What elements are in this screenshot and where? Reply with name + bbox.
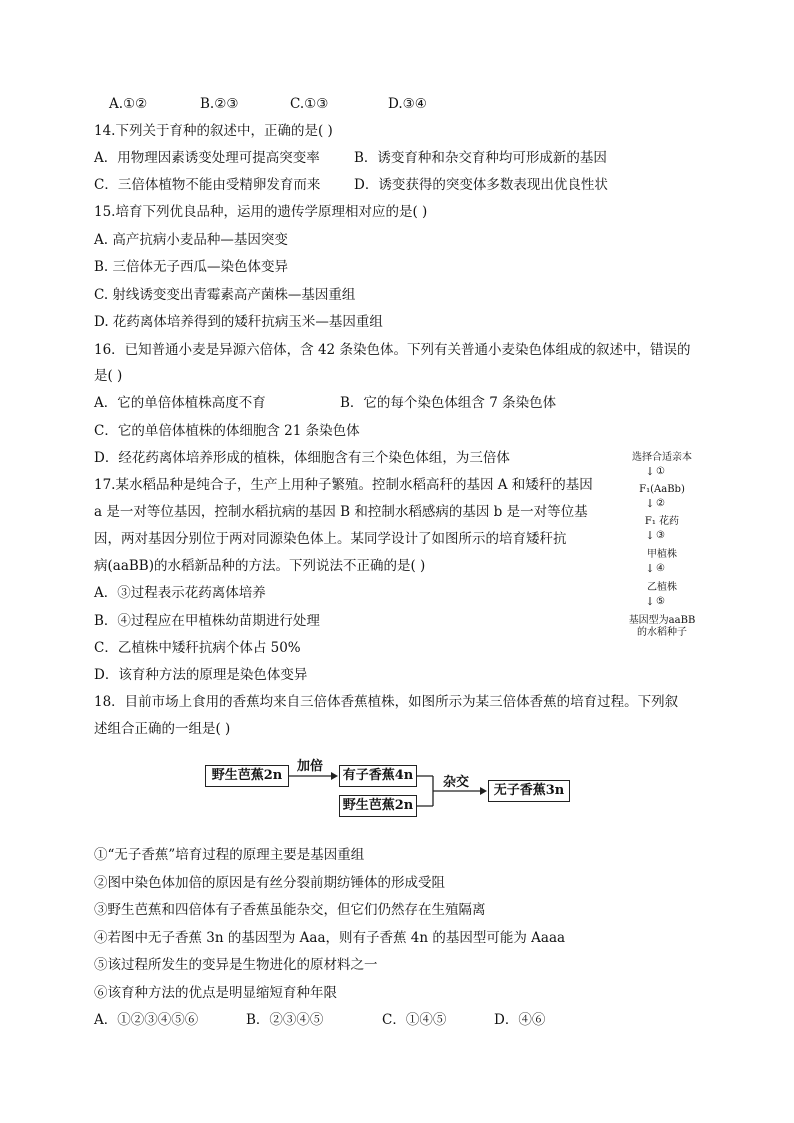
q18-option-d: D．④⑥ bbox=[494, 1012, 546, 1028]
q14-option-b: B．诱变育种和杂交育种均可形成新的基因 bbox=[354, 150, 607, 166]
q14-stem: 14.下列关于育种的叙述中，正确的是( ) bbox=[94, 123, 333, 139]
wild-banana-2n-box: 野生芭蕉2n bbox=[205, 765, 289, 787]
q17-stem-line1: 17.某水稻品种是纯合子，生产上用种子繁殖。控制水稻高秆的基因 A 和矮秆的基因 bbox=[94, 477, 593, 493]
q18-option-b: B．②③④⑤ bbox=[246, 1012, 324, 1028]
q16-option-a: A．它的单倍体植株高度不育 bbox=[94, 395, 266, 411]
flow-step-5: ⑤ bbox=[656, 596, 665, 607]
breeding-flowchart bbox=[612, 450, 712, 650]
q16-stem-line2: 是( ) bbox=[94, 368, 123, 384]
q14-option-a: A．用物理因素诱变处理可提高突变率 bbox=[94, 150, 320, 166]
flow-step-3: ③ bbox=[656, 530, 665, 541]
q13-options bbox=[0, 94, 794, 114]
q17-stem-line3: 因，两对基因分别位于两对同源染色体上。某同学设计了如图所示的培育矮秆抗 bbox=[94, 531, 567, 547]
q18-statement-6: ⑥该育种方法的优点是明显缩短育种年限 bbox=[94, 985, 337, 1001]
q17-stem-line2: a 是一对等位基因，控制水稻抗病的基因 B 和控制水稻感病的基因 b 是一对等位基 bbox=[94, 504, 588, 520]
q16-stem-line1: 16．已知普通小麦是异源六倍体，含 42 条染色体。下列有关普通小麦染色体组成的叙述中，错误的 bbox=[94, 342, 691, 358]
flow-plant-b: 乙植株 bbox=[647, 582, 677, 593]
q15-option-a: A. 高产抗病小麦品种—基因突变 bbox=[94, 232, 288, 248]
q13-option-c: C.①③ bbox=[290, 96, 329, 112]
q18-statement-4: ④若图中无子香蕉 3n 的基因型为 Aaa，则有子香蕉 4n 的基因型可能为 Aaaa bbox=[94, 930, 566, 946]
seeded-banana-4n-box: 有子香蕉4n bbox=[339, 765, 417, 787]
q16-option-d: D．经花药离体培养形成的植株，体细胞含有三个染色体组，为三倍体 bbox=[94, 450, 510, 466]
q18-stem-line2: 述组合正确的一组是( ) bbox=[94, 721, 231, 737]
q18-stem-line1: 18．目前市场上食用的香蕉均来自三倍体香蕉植株，如图所示为某三倍体香蕉的培育过程。下列叙 bbox=[94, 694, 679, 710]
q18-options bbox=[0, 1010, 794, 1030]
q15-option-b: B. 三倍体无子西瓜—染色体变异 bbox=[94, 259, 289, 275]
q16-option-b: B．它的每个染色体组含 7 条染色体 bbox=[340, 395, 557, 411]
q15-option-d: D. 花药离体培养得到的矮秆抗病玉米—基因重组 bbox=[94, 314, 383, 330]
q17-stem-line4: 病(aaBB)的水稻新品种的方法。下列说法不正确的是( ) bbox=[94, 558, 426, 574]
flow-step-4: ④ bbox=[656, 563, 665, 574]
q13-option-d: D.③④ bbox=[388, 96, 427, 112]
doubling-label: 加倍 bbox=[297, 759, 324, 774]
q17-option-a: A．③过程表示花药离体培养 bbox=[94, 585, 266, 601]
q16-option-c: C．它的单倍体植株的体细胞含 21 条染色体 bbox=[94, 423, 360, 439]
q14-option-c: C．三倍体植物不能由受精卵发育而来 bbox=[94, 177, 321, 193]
wild-banana-2n-box-bottom: 野生芭蕉2n bbox=[339, 795, 417, 817]
flow-result-line1: 基因型为aaBB bbox=[628, 615, 696, 626]
flow-plant-a: 甲植株 bbox=[647, 549, 677, 560]
flow-step-2: ② bbox=[656, 498, 665, 509]
flow-arrow-4: ↓ bbox=[645, 562, 655, 575]
cross-label: 杂交 bbox=[443, 775, 470, 790]
flow-f1: F₁(AaBb) bbox=[639, 484, 685, 495]
q13-option-b: B.②③ bbox=[200, 96, 239, 112]
q15-option-c: C. 射线诱变变出青霉素高产菌株—基因重组 bbox=[94, 287, 356, 303]
q18-option-c: C．①④⑤ bbox=[382, 1012, 447, 1028]
q18-statement-1: ①“无子香蕉”培育过程的原理主要是基因重组 bbox=[94, 847, 365, 863]
flow-arrow-1: ↓ bbox=[645, 465, 655, 478]
q18-statement-3: ③野生芭蕉和四倍体有子香蕉虽能杂交，但它们仍然存在生殖隔离 bbox=[94, 902, 486, 918]
q13-option-a: A.①② bbox=[109, 96, 148, 112]
flow-step-1: ① bbox=[656, 466, 665, 477]
q17-option-c: C．乙植株中矮秆抗病个体占 50% bbox=[94, 640, 301, 656]
seedless-banana-3n-box: 无子香蕉3n bbox=[488, 780, 570, 802]
flow-arrow-2: ↓ bbox=[645, 497, 655, 510]
flow-parents: 选择合适亲本 bbox=[632, 452, 692, 463]
q17-option-d: D．该育种方法的原理是染色体变异 bbox=[94, 667, 308, 683]
flow-result-line2: 的水稻种子 bbox=[637, 627, 687, 638]
q15-stem: 15.培育下列优良品种，运用的遗传学原理相对应的是( ) bbox=[94, 204, 428, 220]
flow-arrow-5: ↓ bbox=[645, 595, 655, 608]
flow-f1-anther: F₁ 花药 bbox=[644, 516, 680, 527]
flow-arrow-3: ↓ bbox=[645, 529, 655, 542]
banana-breeding-diagram bbox=[205, 757, 585, 819]
q18-statement-5: ⑤该过程所发生的变异是生物进化的原材料之一 bbox=[94, 957, 378, 973]
q18-option-a: A．①②③④⑤⑥ bbox=[94, 1012, 199, 1028]
q18-statement-2: ②图中染色体加倍的原因是有丝分裂前期纺锤体的形成受阻 bbox=[94, 875, 445, 891]
q14-option-d: D．诱变获得的突变体多数表现出优良性状 bbox=[354, 177, 608, 193]
q17-option-b: B．④过程应在甲植株幼苗期进行处理 bbox=[94, 613, 320, 629]
